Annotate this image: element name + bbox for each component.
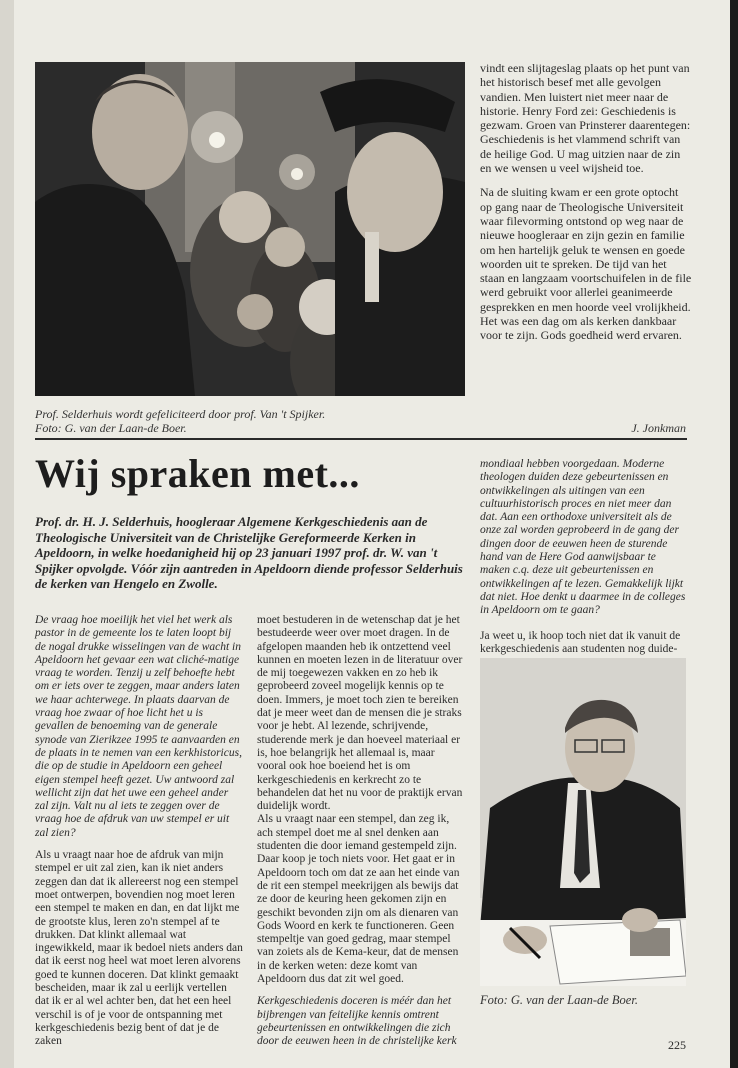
bottom-photo xyxy=(480,658,686,986)
paragraph: vindt een slijtageslag plaats op het punt van het historisch besef met alle gevolgen vandien. Men luistert niet meer naar de historie. Henry Ford zei: Geschiedenis is gezwam. Groen van Prinsterer daarentegen: Geschiedenis is het vlammend schrift van de heilige God. U mag uitzien naar de zin en we wensen u veel wijsheid toe. xyxy=(480,61,691,176)
caption-line-1: Prof. Selderhuis wordt gefeliciteerd door prof. Van 't Spijker. xyxy=(35,407,326,421)
question: De vraag hoe moeilijk het viel het werk als pastor in de gemeente los te laten loopt bij de nogal drukke wisselingen van de wacht in Apeldoorn het gevaar een wat cliché-matige vraag te worden. Tenzij u zelf behoefte hebt om er iets over te zeggen, maar anders laten we haar achterwege. In plaats daarvan de vraag hoe zwaar of hoe licht het u is gevallen de benoeming van de generale synode van Zierikzee 1995 te aanvaarden en de plaats in te nemen van een kerkhistoricus, die op de studie in Apeldoorn een geheel eigen stempel heeft gezet. Uw antwoord zal wellicht zijn dat het uwe een geheel ander zal zijn. Valt nu al iets te zeggen over de vraag hoe de afdruk van uw stempel er uit zal zien? xyxy=(35,614,242,839)
article-lead: Prof. dr. H. J. Selderhuis, hoogleraar Algemene Kerkgeschiedenis aan de Theologische Universiteit van de Christelijke Gereformeerde Kerken in Apeldoorn, in welke hoedanigheid hij op 23 januari 1997 prof. dr. W. van 't Spijker opvolgde. Vóór zijn aantreden in Apeldoorn diende professor Selderhuis de kerken van Hengelo en Zwolle. xyxy=(35,514,463,592)
page-edge xyxy=(0,0,14,1068)
question: mondiaal hebben voorgedaan. Moderne theologen duiden deze gebeurtenissen en ontwikkelingen als uitingen van een cultuurhistorisch proces en niet meer dan dat. Aan een orthodoxe universiteit als de onze zal worden geprobeerd in de gang der dingen door de eeuwen heen de sturende hand van de Here God aanwijsbaar te maken c.q. deze uit gebeurtenissen en ontwikkelingen af te lezen. Gemakkelijk lijkt dat niet. Hoe denkt u daarmee in de colleges in Apeldoorn om te gaan? xyxy=(480,458,686,617)
section-divider xyxy=(35,438,687,440)
answer: Als u vraagt naar hoe de afdruk van mijn stempel er uit zal zien, kan ik niet anders zeggen dan dat ik allereerst nog een stempel moet ontwerpen, bovendien nog moet leren een stempel te maken en dan, en dat lijkt me de grootste klus, leren zo'n stempel af te drukken. Dat klinkt allemaal wat ingewikkeld, maar ik bedoel niets anders dan dat ik eerst nog heel wat moet leren alvorens goed te kunnen doceren. Dat klinkt gemaakt bescheiden, maar ik zal u eerlijk vertellen dat ik er al wel achter ben, dat het een heel verschil is of je voor de ontspanning met kerkgeschiedenis bezig bent of dat je de zaken xyxy=(35,849,243,1048)
bottom-photo-caption: Foto: G. van der Laan-de Boer. xyxy=(480,993,638,1007)
page-edge-right xyxy=(730,0,738,1068)
top-right-column xyxy=(480,61,692,352)
page-number: 225 xyxy=(668,1038,686,1052)
paragraph: Na de sluiting kwam er een grote optocht op gang naar de Theologische Universiteit waar filevorming ontstond op weg naar de nieuwe hoogleraar en zijn gezin en familie om hen hartelijk geluk te wensen en goede woorden uit te spreken. De tijd van het staan en langzaam voortschuifelen in de file werd gebruikt voor allerlei geanimeerde gesprekken en men hoorde veel vrolijkheid. Het was een dag om als kerken dankbaar voor te zijn. Gods goedheid werd ervaren. xyxy=(480,185,692,343)
column-1 xyxy=(35,614,243,1058)
top-photo-graphic xyxy=(35,62,465,396)
signature: J. Jonkman xyxy=(631,421,686,435)
answer: moet bestuderen in de wetenschap dat je het bestudeerde weer over moet dragen. In de afgelopen maanden heb ik ontzettend veel kunnen en moeten lezen in de literatuur over de mij toegewezen vakken en zo heb ik geprobeerd zoveel mogelijk kennis op te doen. Immers, je moet toch zien te bereiken dat je meer weet dan de mensen die je straks voor je hebt. Al lezende, schrijvende, studerende merk je dan hoeveel materiaal er is, hoe belangrijk het allemaal is, maar vooral ook hoe boeiend het is om kerkgeschiedenis en kerkrecht zo te behandelen dat het nu voor de praktijk ervan duidelijk wordt. Als u vraagt naar een stempel, dan zeg ik, ach stempel doet me al snel denken aan studenten die door iemand gestempeld zijn. Daar koop je toch niets voor. Het gaat er in Apeldoorn toch om dat ze aan het einde van de rit een stempel meekrijgen als bewijs dat ze door de keuring heen gekomen zijn en geschikt bevonden zijn om als dienaren van Gods Woord en kerk te functioneren. Geen stempeltje van goed gedrag, maar stempel van zoiets als de Kema-keur, dat de mensen in de kerken weten: deze komt van Apeldoorn dus dat zit wel goed. xyxy=(257,614,463,986)
caption-line-2: Foto: G. van der Laan-de Boer. xyxy=(35,421,187,435)
article-title: Wij spraken met... xyxy=(35,451,360,496)
question: Kerkgeschiedenis doceren is méér dan het bijbrengen van feitelijke kennis omtrent gebeurtenissen en ontwikkelingen die zich door de eeuwen heen in de christelijke kerk xyxy=(257,995,457,1048)
column-3 xyxy=(480,458,688,665)
column-2 xyxy=(257,614,465,1058)
bottom-photo-graphic xyxy=(480,658,686,986)
top-photo-caption xyxy=(35,407,465,435)
top-photo xyxy=(35,62,465,396)
answer: Ja weet u, ik hoop toch niet dat ik vanuit de kerkgeschiedenis aan studenten nog duide- xyxy=(480,629,681,655)
